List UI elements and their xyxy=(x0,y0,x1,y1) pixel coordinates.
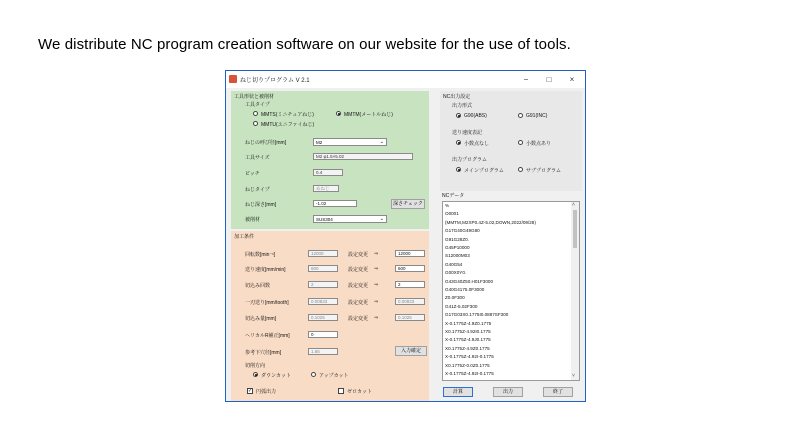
material-label: 被削材 xyxy=(245,217,261,223)
decimal-label: 送り速度表記 xyxy=(452,130,483,136)
page-caption: We distribute NC program creation software on our website for the use of tools. xyxy=(38,36,571,53)
nc-data-line: X-0.1775Z-4.92I-0.1775 xyxy=(445,354,494,360)
tool-type-mmtm-label: MMTM(メートルねじ) xyxy=(344,112,393,118)
cutting-row-default: 2 xyxy=(308,281,338,288)
tool-type-radio-mmtm[interactable] xyxy=(336,111,341,116)
nc-data-line: X-0.1775Z-4.9Z0.1775 xyxy=(445,320,492,326)
arrow-icon: ⇒ xyxy=(374,266,379,272)
cutting-row-label: 一刃送り[mm/tooth] xyxy=(245,300,289,306)
chevron-down-icon: ⌄ xyxy=(379,216,384,222)
app-icon xyxy=(229,75,237,83)
format-abs-label: G90(ABS) xyxy=(464,113,487,119)
direction-radio-up[interactable] xyxy=(311,372,316,377)
material-select[interactable]: SUS304 ⌄ xyxy=(313,215,387,223)
cutting-row-input[interactable]: 600 xyxy=(395,265,425,272)
cutting-row-label: 切込み量[mm] xyxy=(245,316,277,322)
thread-depth-input[interactable]: -1.02 xyxy=(313,200,357,207)
decimal-none-label: 小数点なし xyxy=(464,141,490,147)
nc-data-line: G17G40G49G80 xyxy=(445,228,480,234)
change-label: 設定変更 xyxy=(348,316,369,322)
window-title: ねじ切りプログラム V 2.1 xyxy=(240,78,310,84)
nc-data-textarea[interactable] xyxy=(442,201,580,381)
ref-dia-field: 1.65 xyxy=(308,348,338,355)
nc-data-line: % xyxy=(445,203,450,208)
change-label: 設定変更 xyxy=(348,283,369,289)
tool-type-radio-mmts[interactable] xyxy=(253,111,258,116)
cutting-row-default: 600 xyxy=(308,265,338,272)
cutting-row-default: 0.00833 xyxy=(308,298,338,305)
arc-output-label: 円弧出力 xyxy=(256,389,277,395)
pitch-label: ピッチ xyxy=(245,171,260,177)
radius-label: ヘリカルR補正[mm] xyxy=(245,333,290,339)
nc-data-label: NCデータ xyxy=(442,193,465,199)
cutting-row-input[interactable]: 2 xyxy=(395,281,425,288)
change-label: 設定変更 xyxy=(348,252,369,258)
cutting-row-label: 回転数[min⁻¹] xyxy=(245,252,276,258)
nc-data-line: X0.1775Z-4.9Z0.1775 xyxy=(445,345,490,351)
tool-type-label: 工具タイプ xyxy=(245,102,270,108)
minimize-button[interactable]: − xyxy=(523,75,529,84)
arrow-icon: ⇒ xyxy=(374,315,379,321)
nc-data-line: X0.1775Z-4.92I0.1775 xyxy=(445,329,491,334)
scroll-down-icon[interactable]: ˅ xyxy=(572,373,575,379)
tool-size-field: M2 φ1.5×5.02 xyxy=(313,153,413,160)
cutting-row-input[interactable]: 12000 xyxy=(395,250,425,257)
cutting-row-input[interactable]: 0.1025 xyxy=(395,314,425,321)
nc-data-line: G40G54 xyxy=(445,261,463,267)
nc-data-line: X0.1775Z-0.0Z0.1775 xyxy=(445,362,490,368)
cutting-row-label: 送り速度[mm/min] xyxy=(245,267,286,273)
thread-type-field: めねじ xyxy=(313,185,339,192)
nc-data-scrollbar[interactable] xyxy=(571,202,579,380)
nc-data-line: Z0.0F300 xyxy=(445,295,465,301)
nc-data-line: G91G28Z0. xyxy=(445,236,470,242)
nc-output-group-label: NC出力設定 xyxy=(443,94,471,100)
direction-label: 切削方向 xyxy=(245,363,266,369)
thread-depth-label: ねじ深さ[mm] xyxy=(245,202,277,208)
program-radio-main[interactable] xyxy=(456,167,461,172)
tool-type-radio-mmtu[interactable] xyxy=(253,121,258,126)
cutting-row-label: 切込み回数 xyxy=(245,283,271,289)
nc-data-line: G43G40Z50.H01F3000 xyxy=(445,278,494,284)
decimal-radio-none[interactable] xyxy=(456,140,461,145)
app-window xyxy=(225,70,586,402)
direction-radio-down[interactable] xyxy=(253,372,258,377)
nc-data-line: X-0.1775Z-4.9J0.1775 xyxy=(445,337,491,343)
cutting-row-input[interactable]: 0.00833 xyxy=(395,298,425,305)
arrow-icon: ⇒ xyxy=(374,282,379,288)
cutting-row-default: 0.1025 xyxy=(308,314,338,321)
close-button[interactable]: × xyxy=(569,75,575,84)
tool-shape-group-label: 工具形状と被削材 xyxy=(234,94,275,100)
input-confirm-button[interactable]: 入力確定 xyxy=(395,346,427,356)
program-main-label: メインプログラム xyxy=(464,168,504,174)
format-inc-label: G91(INC) xyxy=(526,113,548,119)
radius-input[interactable]: 0 xyxy=(308,331,338,338)
nc-output-settings-panel xyxy=(440,91,582,191)
format-label: 出力形式 xyxy=(452,103,473,109)
direction-down-label: ダウンカット xyxy=(261,373,291,379)
thread-size-label: ねじの呼び径[mm] xyxy=(245,140,287,146)
nc-data-line: G40G4175.0F3000 xyxy=(445,287,485,292)
nc-data-line: (MMTM,M2XP0.4Z-5.02,DOWN,2022/09/28) xyxy=(445,219,536,225)
maximize-button[interactable]: □ xyxy=(546,75,552,84)
tool-shape-panel xyxy=(231,91,429,229)
program-sub-label: サブプログラム xyxy=(526,168,561,174)
format-radio-inc[interactable] xyxy=(518,113,523,118)
zero-cut-label: ゼロカット xyxy=(347,389,372,395)
cutting-row-default: 12000 xyxy=(308,250,338,257)
program-label: 出力プログラム xyxy=(452,157,487,163)
tool-size-label: 工具サイズ xyxy=(245,155,270,161)
scrollbar-thumb[interactable] xyxy=(573,210,577,248)
tool-type-mmtu-label: MMTU(ユニファイねじ) xyxy=(261,122,315,128)
nc-data-line: O0001 xyxy=(445,211,459,217)
nc-data-line: X-0.1775Z-4.92I-0.1775 xyxy=(445,371,494,376)
direction-up-label: アップカット xyxy=(319,373,349,379)
change-label: 設定変更 xyxy=(348,300,369,306)
arrow-icon: ⇒ xyxy=(374,299,379,305)
depth-check-button[interactable]: 深さチェック xyxy=(391,199,425,209)
thread-type-label: ねじタイプ xyxy=(245,187,270,193)
change-label: 設定変更 xyxy=(348,267,369,273)
pitch-field: 0.4 xyxy=(313,169,343,176)
nc-data-line: S12000M03 xyxy=(445,253,470,259)
nc-data-line: G00X0Y0. xyxy=(445,270,467,276)
arc-output-checkbox[interactable]: ✓ xyxy=(248,388,253,394)
nc-data-line: G45P10000 xyxy=(445,245,470,250)
output-button[interactable]: 出力 xyxy=(493,387,523,397)
calculate-button[interactable]: 計算 xyxy=(443,387,473,397)
chevron-down-icon: ⌄ xyxy=(379,139,384,145)
nc-data-line: G41Z-5.02F300 xyxy=(445,303,478,309)
cutting-conditions-panel xyxy=(231,231,429,401)
decimal-radio-point[interactable] xyxy=(518,140,523,145)
ref-dia-label: 参考下穴径[mm] xyxy=(245,350,282,356)
title-bar xyxy=(226,71,585,88)
nc-data-line: G17G03X0.1775I0.0887SF300 xyxy=(445,312,509,318)
cutting-group-label: 加工条件 xyxy=(234,234,255,240)
exit-button[interactable]: 終了 xyxy=(543,387,573,397)
thread-size-select[interactable]: M2 ⌄ xyxy=(313,138,387,146)
zero-cut-checkbox[interactable] xyxy=(338,388,344,394)
decimal-point-label: 小数点あり xyxy=(526,141,552,147)
arrow-icon: ⇒ xyxy=(374,251,379,257)
program-radio-sub[interactable] xyxy=(518,167,523,172)
format-radio-abs[interactable] xyxy=(456,113,461,118)
scroll-up-icon[interactable]: ˄ xyxy=(572,202,575,208)
tool-type-mmts-label: MMTS(ミニチュアねじ) xyxy=(261,112,314,118)
